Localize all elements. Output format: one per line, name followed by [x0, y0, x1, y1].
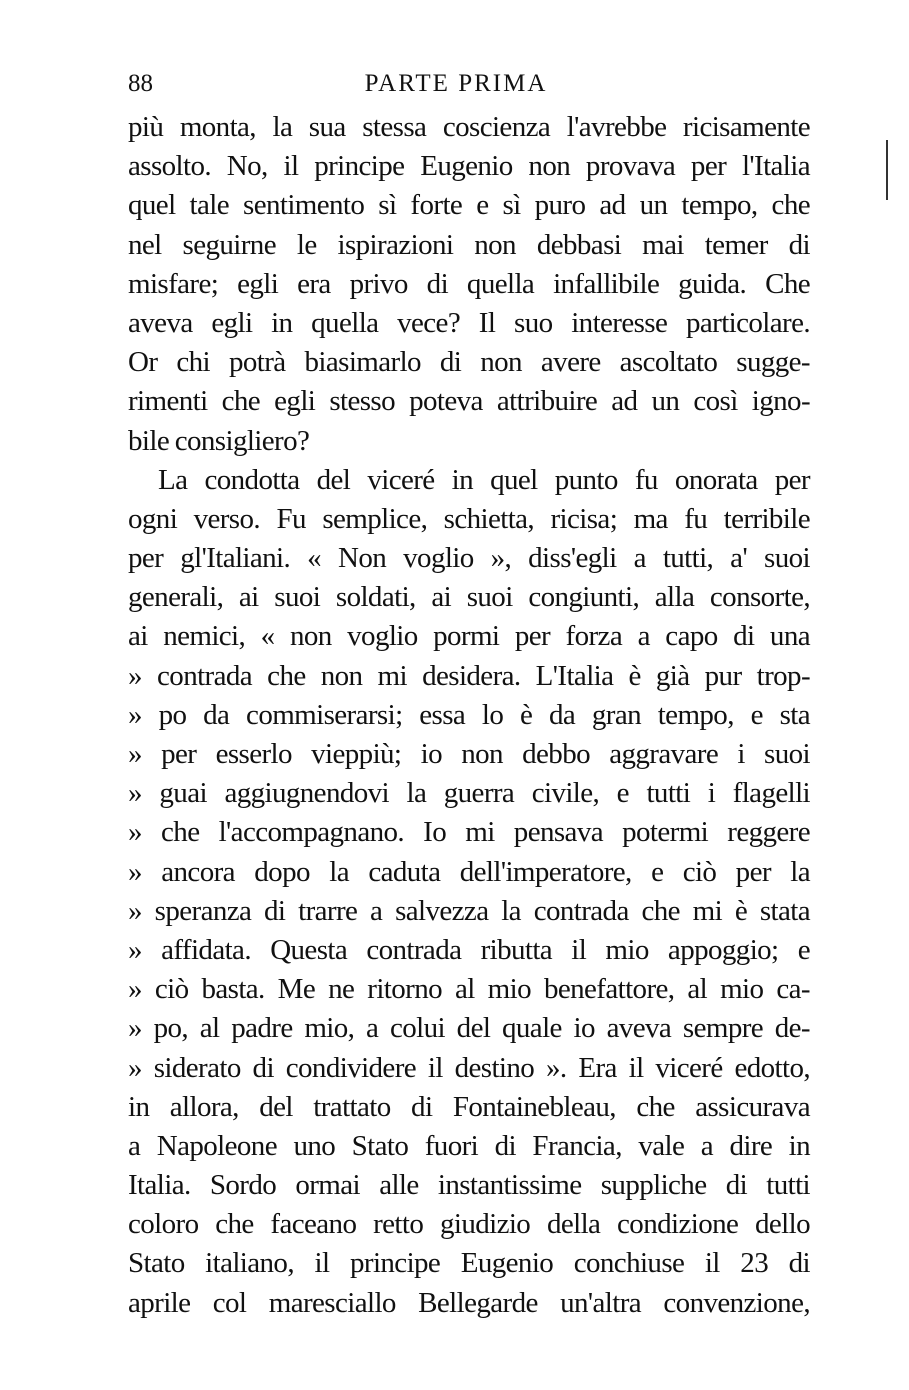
text-line: quel tale sentimento sì forte e sì puro ad un tempo, che: [128, 189, 810, 222]
text-line: rimenti che egli stesso poteva attribuire ad un così igno-: [128, 385, 810, 418]
text-line: » po, al padre mio, a colui del quale io aveva sempre de-: [128, 1012, 810, 1045]
text-line: Italia. Sordo ormai alle instantissime suppliche di tutti: [128, 1169, 810, 1202]
page-number: 88: [128, 70, 153, 97]
running-title: PARTE PRIMA: [364, 70, 548, 97]
running-header: [128, 70, 808, 106]
text-line: bile consigliero?: [128, 424, 310, 457]
text-line: in allora, del trattato di Fontainebleau, che assicurava: [128, 1090, 810, 1123]
text-line: generali, ai suoi soldati, ai suoi congiunti, alla consorte,: [128, 581, 810, 614]
text-line: » po da commiserarsi; essa lo è da gran tempo, e sta: [128, 698, 810, 731]
text-line: a Napoleone uno Stato fuori di Francia, vale a dire in: [128, 1129, 810, 1162]
text-line: Or chi potrà biasimarlo di non avere ascoltato sugge-: [128, 346, 810, 379]
text-line: coloro che faceano retto giudizio della condizione dello: [128, 1208, 810, 1241]
text-line: Stato italiano, il principe Eugenio conchiuse il 23 di: [128, 1247, 810, 1280]
text-line: per gl'Italiani. « Non voglio », diss'egli a tutti, a' suoi: [128, 542, 810, 575]
text-line: » contrada che non mi desidera. L'Italia è già pur trop-: [128, 659, 810, 692]
text-line: » per esserlo vieppiù; io non debbo aggravare i suoi: [128, 738, 810, 770]
text-line: » siderato di condividere il destino ». Era il viceré edotto,: [128, 1051, 810, 1084]
text-line: nel seguirne le ispirazioni non debbasi mai temer di: [128, 228, 810, 261]
text-line: » guai aggiugnendovi la guerra civile, e tutti i flagelli: [128, 777, 810, 810]
text-line: » ciò basta. Me ne ritorno al mio benefattore, al mio ca-: [128, 973, 810, 1006]
text-line: aveva egli in quella vece? Il suo interesse particolare.: [128, 306, 810, 339]
text-line: » affidata. Questa contrada ributta il mio appoggio; e: [128, 933, 810, 966]
text-line: ai nemici, « non voglio pormi per forza a capo di una: [128, 620, 810, 653]
text-line: misfare; egli era privo di quella infallibile guida. Che: [128, 267, 810, 300]
text-line: aprile col maresciallo Bellegarde un'altra convenzione,: [128, 1286, 810, 1319]
text-line: » speranza di trarre a salvezza la contrada che mi è stata: [128, 894, 810, 927]
text-line: » che l'accompagnano. Io mi pensava potermi reggere: [128, 816, 810, 849]
text-line: più monta, la sua stessa coscienza l'avrebbe ricisamente: [128, 111, 810, 143]
text-line: » ancora dopo la caduta dell'imperatore, e ciò per la: [128, 855, 810, 888]
scan-margin-mark: [886, 140, 888, 200]
text-line: La condotta del viceré in quel punto fu onorata per: [158, 463, 810, 496]
text-line: assolto. No, il principe Eugenio non provava per l'Italia: [128, 150, 810, 183]
page-body: [128, 108, 810, 1323]
text-line: ogni verso. Fu semplice, schietta, ricisa; ma fu terribile: [128, 502, 810, 535]
